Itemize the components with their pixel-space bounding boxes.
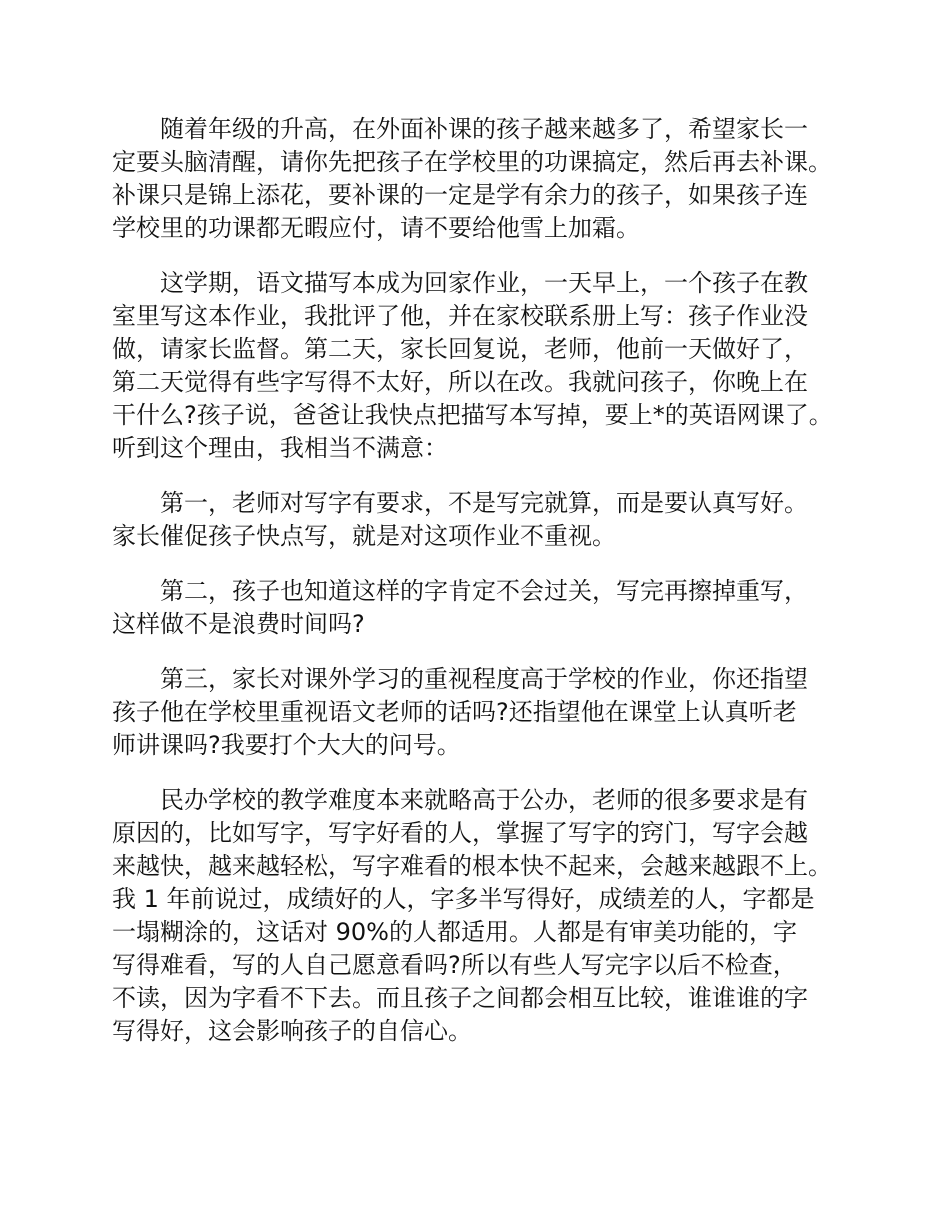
text-line: 随着年级的升高，在外面补课的孩子越来越多了，希望家长一 (160, 115, 808, 143)
text-line: 我 1 年前说过，成绩好的人，字多半写得好，成绩差的人，字都是 (112, 885, 815, 913)
text-line: 干什么?孩子说，爸爸让我快点把描写本写掉，要上*的英语网课了。 (112, 401, 833, 429)
text-line: 室里写这本作业，我批评了他，并在家校联系册上写：孩子作业没 (112, 302, 808, 330)
paragraph-6 (112, 784, 847, 1048)
text-line: 不读，因为字看不下去。而且孩子之间都会相互比较，谁谁谁的字 (112, 984, 808, 1012)
text-line: 写得好，这会影响孩子的自信心。 (112, 1017, 472, 1045)
paragraph-2 (112, 267, 847, 465)
text-line: 补课只是锦上添花，要补课的一定是学有余力的孩子，如果孩子连 (112, 181, 808, 209)
text-line: 孩子他在学校里重视语文老师的话吗?还指望他在课堂上认真听老 (112, 698, 797, 726)
text-line: 这学期，语文描写本成为回家作业，一天早上，一个孩子在教 (160, 269, 808, 297)
text-line: 第一，老师对写字有要求，不是写完就算，而是要认真写好。 (160, 489, 808, 517)
text-line: 民办学校的教学难度本来就略高于公办，老师的很多要求是有 (160, 786, 808, 814)
text-line: 听到这个理由，我相当不满意： (112, 434, 448, 462)
text-line: 来越快，越来越轻松，写字难看的根本快不起来，会越来越跟不上。 (112, 852, 832, 880)
paragraph-1 (112, 113, 847, 245)
paragraph-3 (112, 487, 847, 553)
document-body (112, 113, 847, 1070)
text-line: 原因的，比如写字，写字好看的人，掌握了写字的窍门，写字会越 (112, 819, 808, 847)
text-line: 第二天觉得有些字写得不太好，所以在改。我就问孩子，你晚上在 (112, 368, 808, 396)
text-line: 写得难看，写的人自己愿意看吗?所以有些人写完字以后不检查， (112, 951, 797, 979)
text-line: 学校里的功课都无暇应付，请不要给他雪上加霜。 (112, 214, 640, 242)
text-line: 第三，家长对课外学习的重视程度高于学校的作业，你还指望 (160, 665, 808, 693)
text-line: 第二，孩子也知道这样的字肯定不会过关，写完再擦掉重写， (160, 577, 808, 605)
text-line: 定要头脑清醒，请你先把孩子在学校里的功课搞定，然后再去补课。 (112, 148, 832, 176)
text-line: 家长催促孩子快点写，就是对这项作业不重视。 (112, 522, 616, 550)
text-line: 一塌糊涂的，这话对 90%的人都适用。人都是有审美功能的，字 (112, 918, 797, 946)
text-line: 这样做不是浪费时间吗? (112, 610, 365, 638)
paragraph-5 (112, 663, 847, 762)
paragraph-4 (112, 575, 847, 641)
text-line: 做，请家长监督。第二天，家长回复说，老师，他前一天做好了， (112, 335, 808, 363)
text-line: 师讲课吗?我要打个大大的问号。 (112, 731, 461, 759)
